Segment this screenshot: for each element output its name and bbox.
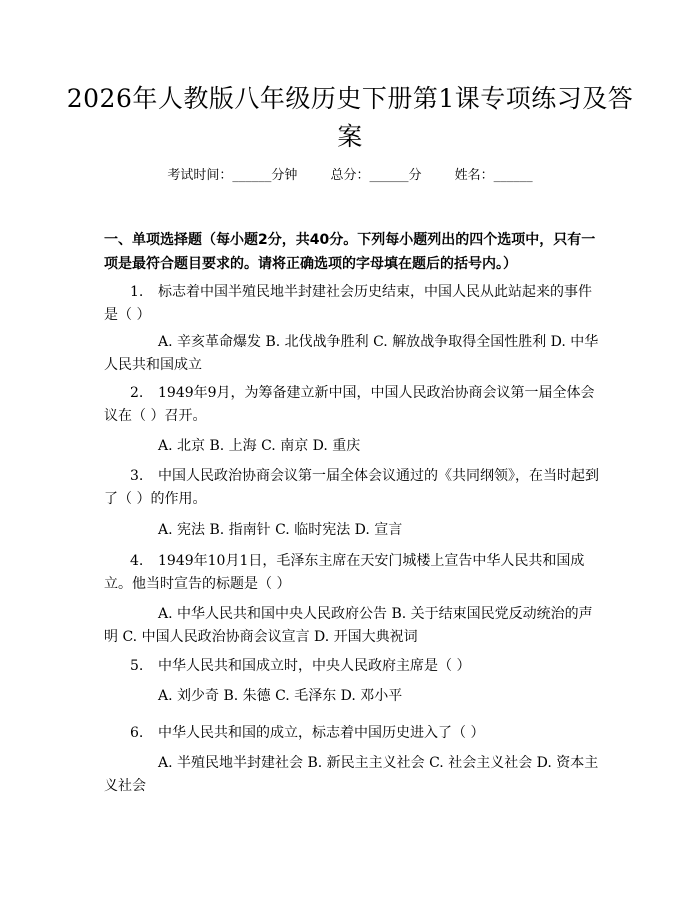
question-number: 1.	[130, 284, 144, 300]
question-text: 1949年9月，为筹备建立新中国，中国人民政治协商会议第一届全体会议在（ ）召开。	[104, 385, 595, 424]
question-1	[104, 281, 604, 327]
question-number: 5.	[130, 658, 144, 674]
question-3	[104, 465, 604, 511]
question-text: 标志着中国半殖民地半封建社会历史结束，中国人民从此站起来的事件是（ ）	[104, 284, 592, 323]
question-4	[104, 550, 604, 596]
question-text: 中国人民政治协商会议第一届全体会议通过的《共同纲领》，在当时起到了（ ）的作用。	[104, 468, 599, 507]
question-text: 中华人民共和国成立时，中央人民政府主席是（ ）	[158, 658, 471, 674]
question-6-options: A. 半殖民地半封建社会 B. 新民主主义社会 C. 社会主义社会 D. 资本主义社会	[104, 755, 599, 794]
question-2-options: A. 北京 B. 上海 C. 南京 D. 重庆	[158, 438, 361, 454]
exam-time-label: 考试时间：______分钟	[167, 168, 298, 183]
document-title: 2026年人教版八年级历史下册第1课专项练习及答案	[66, 84, 634, 151]
question-5	[104, 655, 604, 678]
question-1-options: A. 辛亥革命爆发 B. 北伐战争胜利 C. 解放战争取得全国性胜利 D. 中华人民共和国成立	[104, 334, 599, 373]
question-number: 6.	[130, 725, 144, 741]
question-3-options: A. 宪法 B. 指南针 C. 临时宪法 D. 宣言	[158, 522, 403, 538]
question-6	[104, 722, 604, 745]
question-2	[104, 382, 604, 428]
section-heading: 一、单项选择题（每小题2分，共40分。下列每小题列出的四个选项中，只有一项是最符合题目要求的。请将正确选项的字母填在题后的括号内。）	[104, 232, 596, 272]
question-text: 1949年10月1日，毛泽东主席在天安门城楼上宣告中华人民共和国成立。他当时宣告的标题是（ ）	[104, 553, 585, 592]
question-number: 4.	[130, 553, 144, 569]
question-4-options: A. 中华人民共和国中央人民政府公告 B. 关于结束国民党反动统治的声明 C. 中国人民政治协商会议宣言 D. 开国大典祝词	[104, 606, 593, 645]
name-label: 姓名：______	[454, 168, 533, 183]
exam-meta	[0, 166, 700, 186]
question-5-options: A. 刘少奇 B. 朱德 C. 毛泽东 D. 邓小平	[158, 688, 403, 704]
question-number: 3.	[130, 468, 144, 484]
total-score-label: 总分：______分	[330, 168, 422, 183]
question-number: 2.	[130, 385, 144, 401]
question-text: 中华人民共和国的成立，标志着中国历史进入了（ ）	[158, 725, 485, 741]
